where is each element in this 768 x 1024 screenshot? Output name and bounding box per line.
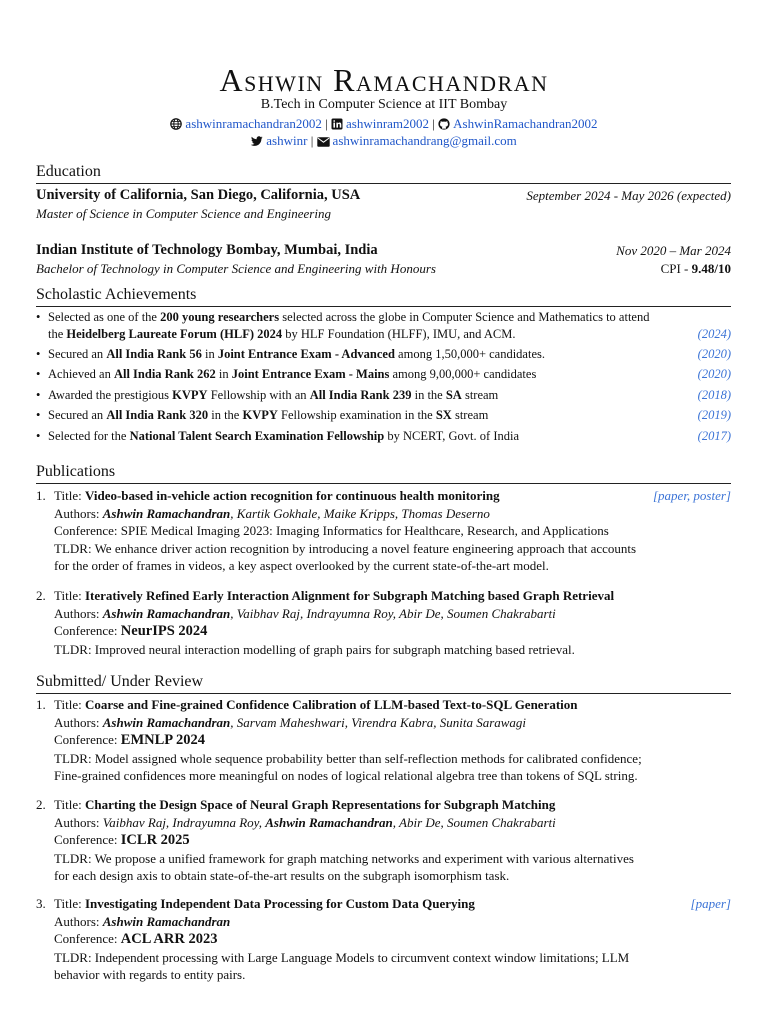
publication-title: Iteratively Refined Early Interaction Alignment for Subgraph Matching based Graph Retrieval <box>84 588 615 603</box>
section-title-achievements: Scholastic Achievements <box>36 285 731 307</box>
text: Selected as one of the <box>48 310 161 324</box>
text-bold: Joint Entrance Exam - Mains <box>231 367 390 381</box>
text-bold: KVPY <box>242 408 278 422</box>
item-number: 3. <box>36 896 46 911</box>
twitter-link[interactable]: ashwinr <box>266 133 308 148</box>
bullet: • <box>36 429 41 443</box>
contact-line-2 <box>0 132 768 151</box>
item-number: 2. <box>36 797 46 812</box>
headline: B.Tech in Computer Science at IIT Bombay <box>260 97 508 112</box>
achievement-year: (2020) <box>697 367 731 381</box>
education-item-2-line-1 <box>36 242 731 259</box>
item-number: 2. <box>36 588 46 603</box>
tldr-line: TLDR: We propose a unified framework for graph matching networks and experiment with various alternatives <box>54 850 634 866</box>
author-self: Ashwin Ramachandran <box>102 505 231 521</box>
authors-line <box>54 913 731 931</box>
text: Secured an <box>48 347 107 361</box>
separator: | <box>310 133 314 148</box>
education-dates: Nov 2020 – Mar 2024 <box>616 243 731 258</box>
institution-name: Indian Institute of Technology Bombay, Mumbai, India <box>36 242 378 258</box>
text: Secured an <box>48 408 107 422</box>
section-title-submitted: Submitted/ Under Review <box>36 672 731 694</box>
achievement-year: (2020) <box>697 347 731 361</box>
text-bold: SA <box>445 388 462 402</box>
authors-pre: Vaibhav Raj, Indrayumna Roy, <box>102 814 266 830</box>
person-name: Ashwin Ramachandran <box>219 62 549 98</box>
publication-title: Video-based in-vehicle action recognition for continuous health monitoring <box>84 488 500 503</box>
bullet: • <box>36 388 41 402</box>
tldr-line: behavior with regards to entity pairs. <box>54 967 246 982</box>
education-dates: September 2024 - May 2026 (expected) <box>526 188 731 203</box>
label: Authors: <box>54 714 103 730</box>
submission-body <box>54 696 731 785</box>
achievement-item <box>36 346 731 363</box>
authors-rest: , Vaibhav Raj, Indrayumna Roy, Abir De, Soumen Chakrabarti <box>230 605 556 621</box>
label: Title: <box>54 588 85 603</box>
tldr-line: TLDR: Independent processing with Large Language Models to circumvent context window limitations; LLM <box>54 949 630 965</box>
achievement-item <box>36 387 731 404</box>
linkedin-link[interactable]: ashwinram2002 <box>345 116 430 131</box>
text: among 9,00,000+ candidates <box>389 367 537 381</box>
text-bold: Joint Entrance Exam - Advanced <box>217 347 395 361</box>
label: Title: <box>54 488 85 503</box>
label: Conference: <box>54 931 121 946</box>
text-bold: All India Rank 239 <box>309 388 412 402</box>
tldr-line: TLDR: Model assigned whole sequence probability better than self-reflection methods for calibrated confidence; <box>54 750 642 766</box>
label: Title: <box>54 697 85 712</box>
text: in the <box>208 408 243 422</box>
bullet: • <box>36 347 41 361</box>
achievement-text <box>48 309 731 343</box>
label: Authors: <box>54 913 103 929</box>
text: Achieved an <box>48 367 114 381</box>
submission-body <box>54 895 731 984</box>
title-line <box>54 587 731 605</box>
submission-item <box>36 895 731 985</box>
achievement-item <box>36 407 731 424</box>
achievement-text <box>48 366 731 383</box>
github-link[interactable]: AshwinRamachandran2002 <box>453 116 598 131</box>
text-bold: SX <box>435 408 452 422</box>
tldr-line: TLDR: We enhance driver action recognition by introducing a novel feature engineering approach that accounts <box>54 540 637 556</box>
conference-line <box>54 522 731 540</box>
conference: SPIE Medical Imaging 2023: Imaging Informatics for Healthcare, Research, and Applications <box>120 523 609 538</box>
text-bold: All India Rank 320 <box>106 408 209 422</box>
title-line <box>54 796 731 814</box>
envelope-icon <box>317 134 330 151</box>
label: Title: <box>54 896 85 911</box>
conference: ACL ARR 2023 <box>120 931 218 947</box>
conference-line <box>54 831 731 850</box>
text: the <box>48 327 67 341</box>
text: in the <box>411 388 446 402</box>
text: among 1,50,000+ candidates. <box>394 347 545 361</box>
text-bold: National Talent Search Examination Fellowship <box>129 429 385 443</box>
tldr-line: for each design axis to obtain state-of-the-art results on the subgraph isomorphism task. <box>54 868 510 883</box>
separator: | <box>432 116 435 131</box>
publication-item <box>36 487 731 577</box>
text: Fellowship examination in the <box>277 408 436 422</box>
item-number: 1. <box>36 697 46 712</box>
achievement-text <box>48 346 731 363</box>
education-item-1-line-1 <box>36 187 731 204</box>
tldr-line: Fine-grained confidences more meaningful on nodes of logical relational algebra tree than tokens of SQL string. <box>54 768 638 783</box>
text: in <box>215 367 232 381</box>
institution-name: University of California, San Diego, California, USA <box>36 187 361 203</box>
conference: NeurIPS 2024 <box>120 623 208 639</box>
separator: | <box>325 116 328 131</box>
text-bold: Heidelberg Laureate Forum (HLF) 2024 <box>66 327 283 341</box>
cpi-label: CPI - <box>660 261 692 276</box>
submission-title: Charting the Design Space of Neural Graph Representations for Subgraph Matching <box>84 797 556 812</box>
author-self: Ashwin Ramachandran <box>102 605 231 621</box>
conference: ICLR 2025 <box>120 832 190 848</box>
authors-line <box>54 605 731 623</box>
text-bold: 200 young researchers <box>160 310 280 324</box>
text: selected across the globe in Computer Science and Mathematics to attend <box>279 310 650 324</box>
author-self: Ashwin Ramachandran <box>102 913 231 929</box>
text: stream <box>461 388 499 402</box>
item-number: 1. <box>36 488 46 503</box>
achievement-year: (2024) <box>697 327 731 341</box>
bullet: • <box>36 408 41 422</box>
degree-name: Master of Science in Computer Science and Engineering <box>36 206 331 221</box>
section-title-education: Education <box>36 162 731 184</box>
label: Authors: <box>54 605 103 621</box>
authors-line <box>54 814 731 832</box>
title-line <box>54 696 731 714</box>
label: Conference: <box>54 523 121 538</box>
education-item-2-line-2 <box>36 260 731 277</box>
bullet: • <box>36 310 41 324</box>
text: in <box>201 347 218 361</box>
achievement-item <box>36 366 731 383</box>
submission-title: Investigating Independent Data Processing for Custom Data Querying <box>84 896 475 911</box>
publication-item <box>36 587 731 657</box>
degree-name: Bachelor of Technology in Computer Science and Engineering with Honours <box>36 261 436 276</box>
cpi-value: 9.48/10 <box>691 261 731 276</box>
label: Conference: <box>54 623 121 638</box>
paper-link[interactable]: [paper] <box>690 896 731 911</box>
text: Awarded the prestigious <box>48 388 173 402</box>
paper-poster-link[interactable]: [paper, poster] <box>652 488 731 503</box>
achievement-year: (2019) <box>697 408 731 422</box>
text: stream <box>451 408 489 422</box>
text-bold: All India Rank 262 <box>113 367 216 381</box>
label: Conference: <box>54 832 121 847</box>
text: by HLF Foundation (HLFF), IMU, and ACM. <box>282 327 516 341</box>
title-line <box>54 895 731 913</box>
text-bold: KVPY <box>172 388 208 402</box>
title-line <box>54 487 731 505</box>
text: Selected for the <box>48 429 130 443</box>
bullet: • <box>36 367 41 381</box>
authors-rest: , Sarvam Maheshwari, Virendra Kabra, Sunita Sarawagi <box>230 714 527 730</box>
email-link[interactable]: ashwinramachandrang@gmail.com <box>332 133 517 148</box>
tldr-line: TLDR: Improved neural interaction modelling of graph pairs for subgraph matching based retrieval. <box>54 641 575 657</box>
label: Title: <box>54 797 85 812</box>
achievement-item <box>36 428 731 445</box>
submission-item <box>36 696 731 786</box>
submission-body <box>54 796 731 885</box>
website-link[interactable]: ashwinramachandran2002 <box>185 116 322 131</box>
publication-body <box>54 587 731 658</box>
publication-body <box>54 487 731 575</box>
achievement-year: (2017) <box>697 429 731 443</box>
section-title-publications: Publications <box>36 462 731 484</box>
tldr-line: for the order of frames in videos, a key aspect overlooked by the current state-of-the-art model. <box>54 558 549 573</box>
achievement-text <box>48 428 731 445</box>
authors-rest: , Abir De, Soumen Chakrabarti <box>392 814 556 830</box>
author-self: Ashwin Ramachandran <box>265 814 393 830</box>
submission-title: Coarse and Fine-grained Confidence Calibration of LLM-based Text-to-SQL Generation <box>84 697 578 712</box>
achievement-text <box>48 387 731 404</box>
author-self: Ashwin Ramachandran <box>102 714 231 730</box>
twitter-icon <box>251 134 263 151</box>
achievement-text <box>48 407 731 424</box>
text-bold: All India Rank 56 <box>106 347 202 361</box>
label: Authors: <box>54 505 103 521</box>
label: Conference: <box>54 732 121 747</box>
education-item-1-line-2 <box>36 205 731 222</box>
achievement-year: (2018) <box>697 388 731 402</box>
authors-line <box>54 505 731 523</box>
label: Authors: <box>54 814 103 830</box>
achievement-item <box>36 309 731 343</box>
authors-line <box>54 714 731 732</box>
text: Fellowship with an <box>207 388 310 402</box>
conference-line <box>54 930 731 949</box>
authors-rest: , Kartik Gokhale, Maike Kripps, Thomas Deserno <box>230 505 490 521</box>
cpi <box>661 260 731 277</box>
conference-line <box>54 622 731 641</box>
submission-item <box>36 796 731 886</box>
text: by NCERT, Govt. of India <box>384 429 519 443</box>
conference-line <box>54 731 731 750</box>
conference: EMNLP 2024 <box>120 732 205 748</box>
